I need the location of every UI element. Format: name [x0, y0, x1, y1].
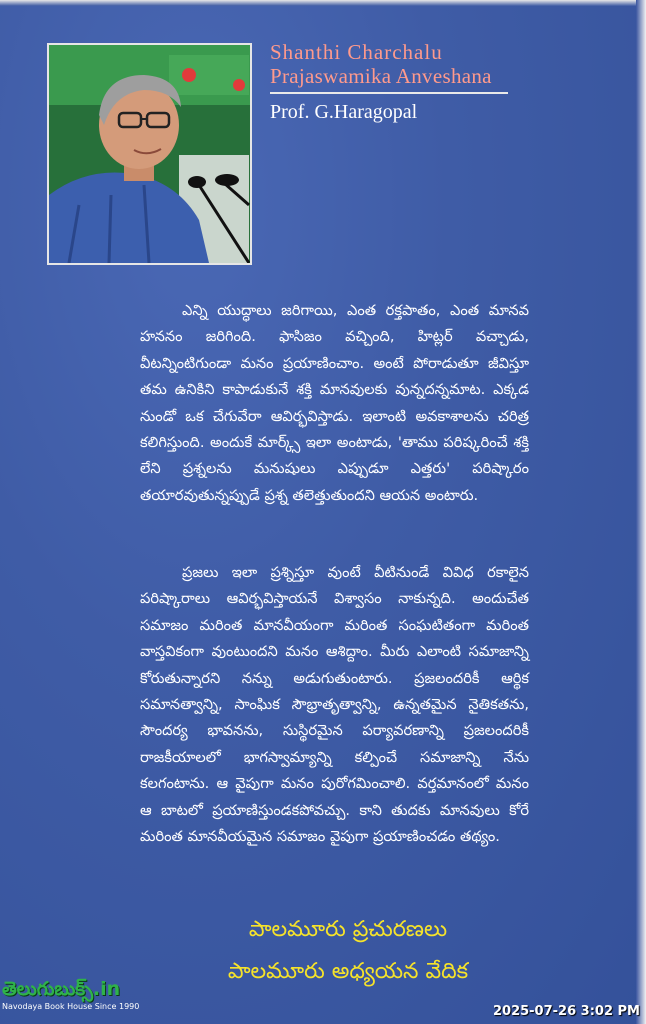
title-divider	[270, 92, 508, 94]
title-block	[270, 40, 515, 124]
author-photo	[47, 43, 252, 265]
cover-top-edge	[0, 0, 646, 6]
publisher-name: పాలమూరు ప్రచురణలు	[248, 917, 448, 942]
book-title-line-2: Prajaswamika Anveshana	[270, 64, 492, 88]
watermark-logo: తెలుగుబుక్స్.in	[2, 978, 121, 1000]
cover-right-edge	[636, 0, 646, 1024]
author-name: Prof. G.Haragopal	[270, 101, 418, 123]
watermark-tagline: Navodaya Book House Since 1990	[2, 1002, 140, 1011]
publisher-forum: పాలమూరు అధ్యయన వేదిక	[227, 959, 469, 984]
author-photo-illustration	[49, 45, 250, 263]
book-title-line-1: Shanthi Charchalu	[270, 40, 443, 64]
watermark	[2, 978, 140, 1022]
body-paragraph-2: ప్రజలు ఇలా ప్రశ్నిస్తూ వుంటే వీటినుండే వివిధ రకాలైన పరిష్కారాలు ఆవిర్భవిస్తాయనే విశ్వాసం నాకున్నది. అందుచేత సమాజం మరింత మానవీయంగా మరింత సంఘటితంగా మరింత వాస్తవికంగా వుంటుందని మనం ఆశిద్దాం. మీరు ఎలాంటి సమాజాన్ని కోరుతున్నారని నన్ను అడుగుతుంటారు. ప్రజలందరికీ ఆర్థిక సమానత్వాన్ని, సాంఘిక సౌభ్రాతృత్వాన్ని, ఉన్నతమైన నైతికతను, సౌందర్య భావనను, సుస్థిరమైన పర్యావరణాన్ని ప్రజలందరికీ రాజకీయాలలో భాగస్వామ్యాన్ని కల్పించే సమాజాన్ని నేను కలగంటాను. ఆ వైపుగా మనం పురోగమించాలి. వర్తమానంలో మనం ఆ బాటలో ప్రయాణిస్తుండకపోవచ్చు. కాని తుదకు మానవులు కోరే మరింత మానవీయమైన సమాజం వైపుగా ప్రయాణించడం తథ్యం.	[140, 564, 529, 846]
body-paragraph-1: ఎన్ని యుద్ధాలు జరిగాయి, ఎంత రక్తపాతం, ఎంత మానవ హననం జరిగింది. ఫాసిజం వచ్చింది, హిట్లర్ వచ్చాడు, వీటన్నింటిగుండా మనం ప్రయాణించాం. అంటే పోరాడుతూ జీవిస్తూ తమ ఉనికిని కాపాడుకునే శక్తి మానవులకు వున్నదన్నమాట. ఎక్కడ నుండో ఒక చేగువేరా ఆవిర్భవిస్తాడు. ఇలాంటి అవకాశాలను చరిత్ర కలిగిస్తుంది. అందుకే మార్క్స్ ఇలా అంటాడు, 'తాము పరిష్కరించే శక్తి లేని ప్రశ్నలను మనుషులు ఎప్పుడూ ఎత్తరు' పరిష్కారం తయారవుతున్నప్పుడే ప్రశ్న తలెత్తుతుందని ఆయన అంటారు.	[140, 302, 529, 504]
photo-timestamp: 2025-07-26 3:02 PM	[492, 1004, 640, 1019]
